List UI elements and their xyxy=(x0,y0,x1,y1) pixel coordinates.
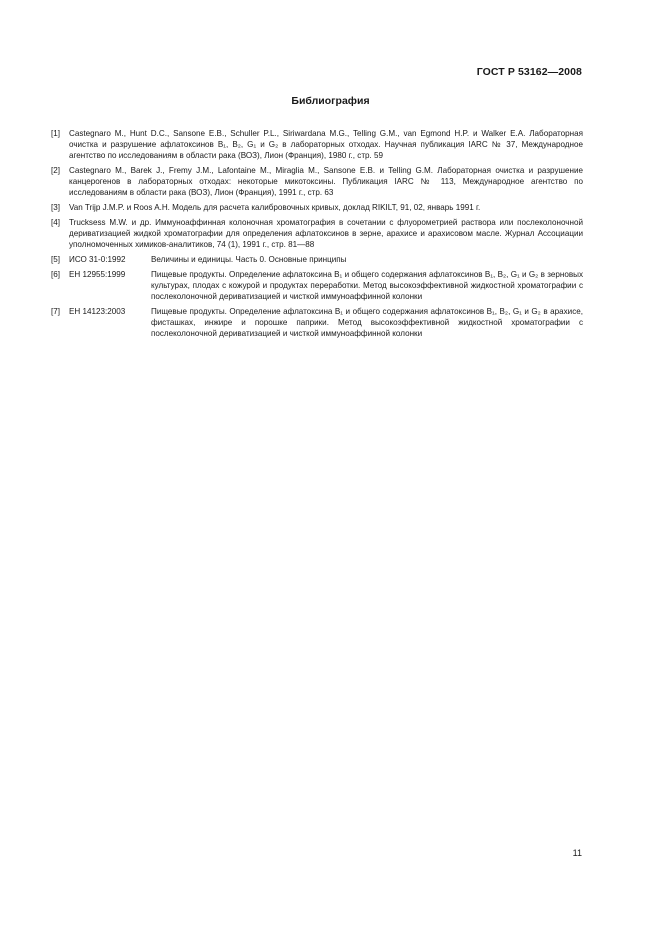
standard-code-header: ГОСТ Р 53162—2008 xyxy=(476,66,582,78)
entry-number: [1] xyxy=(51,129,60,138)
standard-entry xyxy=(51,269,583,302)
entry-text: Trucksess M.W. и др. Иммуноаффинная колоночная хроматография в сочетании с флуорометрией раствора или послеколоночной дериватизацией жидкой хроматографии для определения афлатоксинов в зерне, арахисе и арахисовом масле. Журнал Ассоциации уполномоченных химиков-аналитиков, 74 (1), 1991 г., стр. 81—88 xyxy=(69,218,583,249)
standard-entry xyxy=(51,254,583,265)
entry-text: Castegnaro M., Barek J., Fremy J.M., Lafontaine M., Miraglia M., Sansone E.B. и Telling G.M. Лабораторная очистка и разрушение канцерогенов в лабораторных отходах: некоторые микотоксины. Публикация IARC № 113, Международное агентство по исследованиям в области рака (ВОЗ), Лион (Франция), 1991 г., стр. 63 xyxy=(69,166,583,197)
page-title: Библиография xyxy=(291,95,370,107)
bibliography-entry xyxy=(51,165,583,198)
page-number: 11 xyxy=(572,848,582,858)
entry-number: [6] xyxy=(51,270,60,279)
entry-text: Величины и единицы. Часть 0. Основные принципы xyxy=(151,255,347,264)
entry-number: [4] xyxy=(51,218,60,227)
entry-number: [3] xyxy=(51,203,60,212)
standard-code: ЕН 14123:2003 xyxy=(69,307,126,316)
bibliography-entry xyxy=(51,128,583,161)
entry-text: Пищевые продукты. Определение афлатоксина B₁ и общего содержания афлатоксинов B₁, B₂, G₁ и G₂ в зерновых культурах, плодах с кожурой и продуктах переработки. Метод высокоэффективной жидкостной хроматографии с послеколоночной дериватизацией и чисткой иммуноаффинной колонки xyxy=(151,270,583,301)
entry-number: [7] xyxy=(51,307,60,316)
standard-entry xyxy=(51,306,583,339)
entry-number: [5] xyxy=(51,255,60,264)
entry-number: [2] xyxy=(51,166,60,175)
bibliography-entry xyxy=(51,217,583,250)
entry-text: Пищевые продукты. Определение афлатоксина B₁ и общего содержания афлатоксинов B₁, B₂, G₁ и G₂ в арахисе, фисташках, инжире и порошке паприки. Метод высокоэффективной жидкостной хроматографии с послеколоночной дериватизацией и чисткой иммуноаффинной колонки xyxy=(151,307,583,338)
entry-text: Castegnaro M., Hunt D.C., Sansone E.B., Schuller P.L., Siriwardana M.G., Telling G.M., van Egmond H.P. и Walker E.A. Лабораторная очистка и разрушение афлатоксинов B₁, B₂, G₁ и G₂ в лабораторных отходах. Научная публикация IARC № 37, Международное агентство по исследованиям в области рака (ВОЗ), Лион (Франция), 1980 г., стр. 59 xyxy=(69,129,583,160)
bibliography-list xyxy=(51,128,583,343)
entry-text: Van Trijp J.M.P. и Roos A.H. Модель для расчета калибровочных кривых, доклад RIKILT, 91, 02, январь 1991 г. xyxy=(69,203,481,212)
bibliography-entry xyxy=(51,202,583,213)
standard-code: ЕН 12955:1999 xyxy=(69,270,126,279)
standard-code: ИСО 31-0:1992 xyxy=(69,255,126,264)
